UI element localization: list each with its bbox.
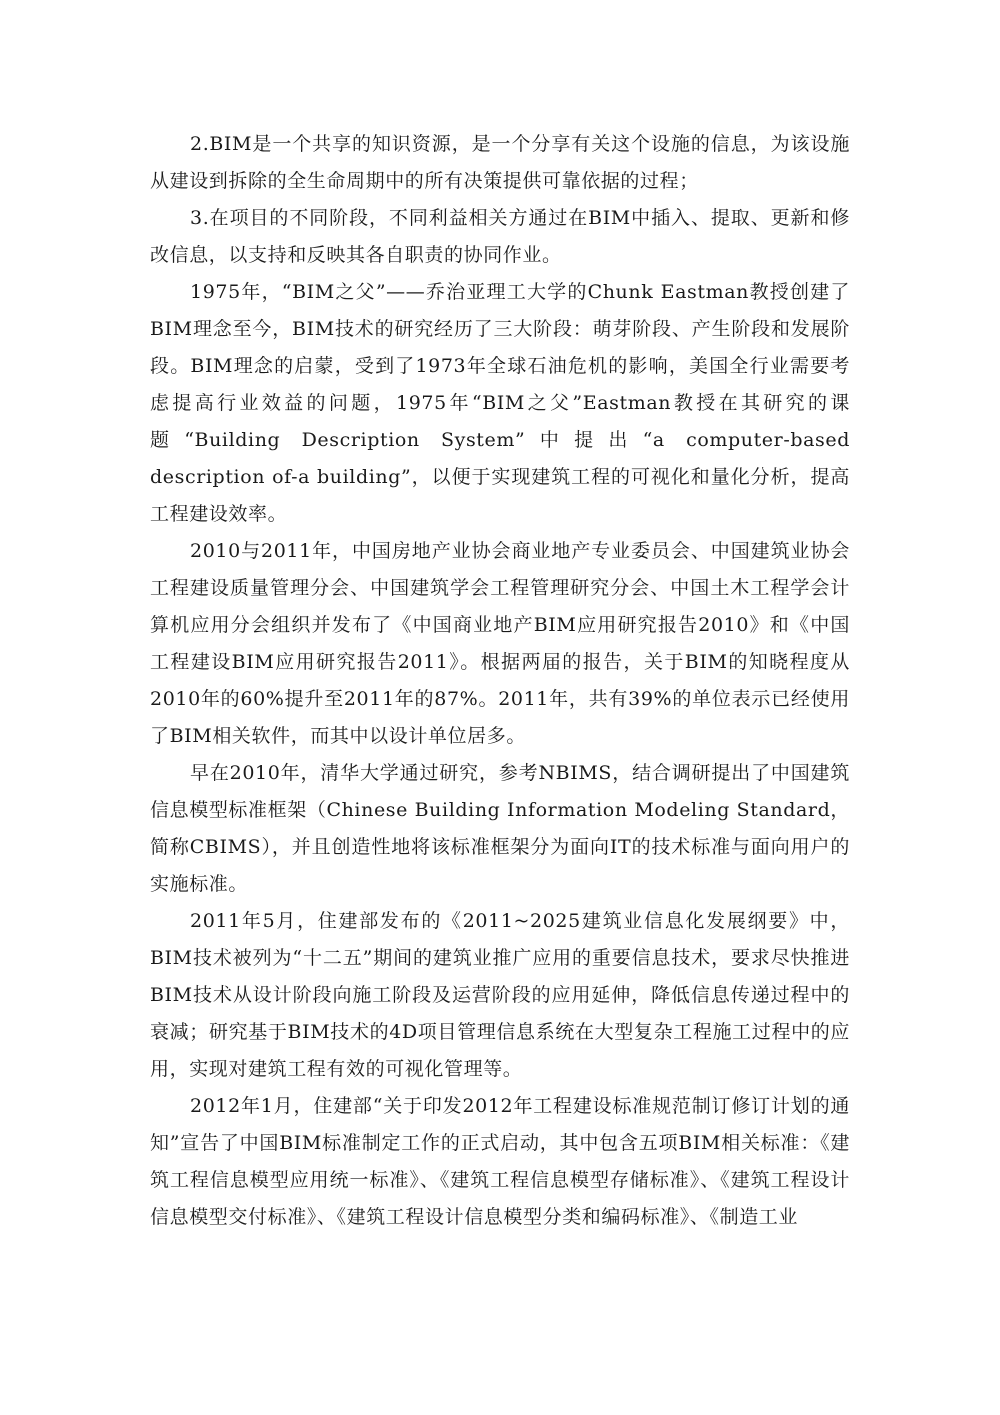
paragraph-cbims-tsinghua: 早在2010年，清华大学通过研究，参考NBIMS，结合调研提出了中国建筑信息模型标准框架（Chinese Building Information Modeling Standard，简称CBIMS），并且创造性地将该标准框架分为面向IT的技术标准与面向用户的实施标准。 [150,762,850,895]
body-text [150,126,850,1236]
paragraph-outline-2011-2025: 2011年5月，住建部发布的《2011~2025建筑业信息化发展纲要》中，BIM技术被列为“十二五”期间的建筑业推广应用的重要信息技术，要求尽快推进BIM技术从设计阶段向施工阶段及运营阶段的应用延伸，降低信息传递过程中的衰减；研究基于BIM技术的4D项目管理信息系统在大型复杂工程施工过程中的应用，实现对建筑工程有效的可视化管理等。 [150,910,850,1080]
paragraph-bim-knowledge-resource: 2.BIM是一个共享的知识资源，是一个分享有关这个设施的信息，为该设施从建设到拆除的全生命周期中的所有决策提供可靠依据的过程； [150,133,850,192]
paragraph-standards-2012: 2012年1月，住建部“关于印发2012年工程建设标准规范制订修订计划的通知”宣告了中国BIM标准制定工作的正式启动，其中包含五项BIM相关标准：《建筑工程信息模型应用统一标准》、《建筑工程信息模型存储标准》、《建筑工程设计信息模型交付标准》、《建筑工程设计信息模型分类和编码标准》、《制造工业 [150,1095,850,1228]
paragraph-bim-history-1975: 1975年，“BIM之父”——乔治亚理工大学的Chunk Eastman教授创建了BIM理念至今，BIM技术的研究经历了三大阶段：萌芽阶段、产生阶段和发展阶段。BIM理念的启蒙，受到了1973年全球石油危机的影响，美国全行业需要考虑提高行业效益的问题，1975年“BIM之父”Eastman教授在其研究的课题“Building Description System”中提出“a computer-based description of-a building”，以便于实现建筑工程的可视化和量化分析，提高工程建设效率。 [150,281,850,525]
paragraph-bim-collaboration: 3.在项目的不同阶段，不同利益相关方通过在BIM中插入、提取、更新和修改信息，以支持和反映其各自职责的协同作业。 [150,207,850,266]
paragraph-bim-report-2010-2011: 2010与2011年，中国房地产业协会商业地产专业委员会、中国建筑业协会工程建设质量管理分会、中国建筑学会工程管理研究分会、中国土木工程学会计算机应用分会组织并发布了《中国商业地产BIM应用研究报告2010》和《中国工程建设BIM应用研究报告2011》。根据两届的报告，关于BIM的知晓程度从2010年的60%提升至2011年的87%。2011年，共有39%的单位表示已经使用了BIM相关软件，而其中以设计单位居多。 [150,540,850,747]
